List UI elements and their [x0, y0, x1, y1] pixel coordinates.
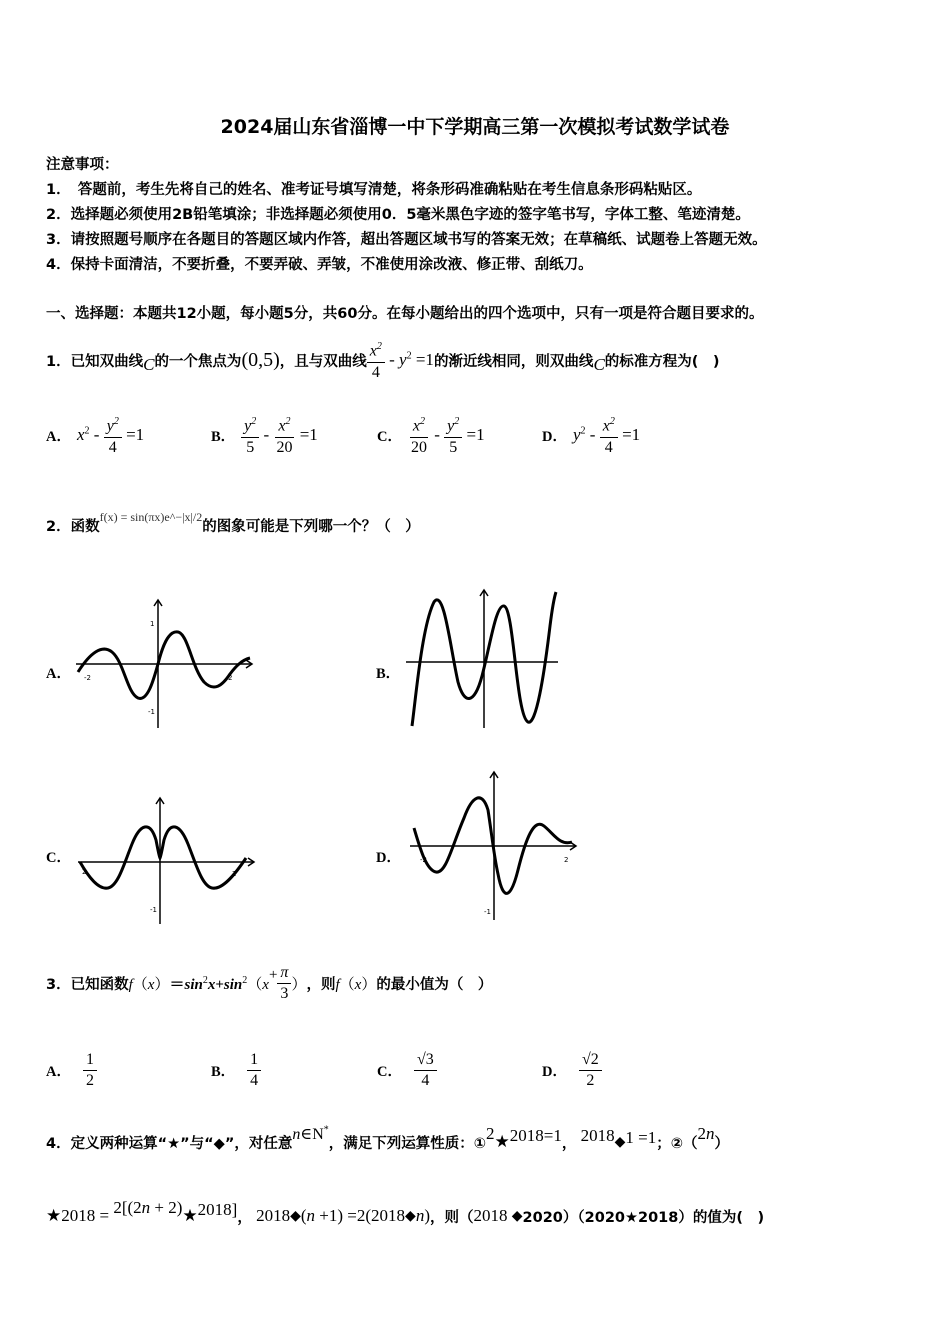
- q1-given-rest: - $y^2 =1$: [384, 350, 434, 369]
- q1-text-3: ，且与双曲线: [279, 353, 367, 370]
- q1-option-b[interactable]: B． $\frac{y^2}{5}$ - $\frac{x^2}{20}$ =1: [211, 410, 318, 460]
- svg-text:2: 2: [232, 870, 237, 878]
- q4-text-3: ；②（: [656, 1135, 698, 1152]
- q2-option-c-label[interactable]: C．: [46, 850, 71, 866]
- q3-option-b[interactable]: B． $\frac{1}{4}$: [211, 1040, 261, 1100]
- question-1: [46, 336, 720, 384]
- q4-text-2: ，满足下列运算性质：①: [328, 1135, 487, 1152]
- q1-option-c[interactable]: C． $\frac{x^2}{20}$ - $\frac{y^2}{5}$ =1: [377, 410, 485, 460]
- svg-text:2: 2: [564, 856, 569, 864]
- page-title: 2024届山东省淄博一中下学期高三第一次模拟考试数学试卷: [220, 116, 730, 138]
- q1-text-1: 1．已知双曲线: [46, 353, 144, 370]
- q3-option-c[interactable]: C． $\frac{√3}{4}$: [377, 1040, 437, 1100]
- q2-option-a-label[interactable]: A．: [46, 666, 71, 682]
- q3-text-3: 的最小值为（ ）: [376, 976, 493, 993]
- q1-text-2: 的一个焦点为: [154, 353, 242, 370]
- q1-text-5: 的标准方程为( ): [604, 353, 720, 370]
- notice-item-2: 2．选择题必须使用2B铅笔填涂；非选择题必须使用0．5毫米黑色字迹的签字笔书写，字体工整、笔迹清楚。: [46, 207, 750, 223]
- svg-text:1: 1: [150, 620, 155, 628]
- svg-text:-1: -1: [150, 906, 157, 914]
- svg-text:-1: -1: [484, 908, 491, 916]
- q3-text-2: ，则: [306, 976, 336, 993]
- q1-text-4: 的渐近线相同，则双曲线: [433, 353, 594, 370]
- svg-text:2: 2: [82, 868, 87, 876]
- q2-graph-a[interactable]: [72, 598, 258, 730]
- q3-option-a[interactable]: A． $\frac{1}{2}$: [46, 1040, 97, 1100]
- q2-formula: f(x) = sin(πx)e^−|x|/2: [99, 509, 203, 524]
- notice-item-3: 3．请按照题号顺序在各题目的答题区域内作答，超出答题区域书写的答案无效；在草稿纸、试题卷上答题无效。: [46, 232, 767, 248]
- q2-option-d-label[interactable]: D．: [376, 850, 401, 866]
- q2-text-2: 的图象可能是下列哪一个？（ ）: [202, 518, 420, 535]
- q2-graph-c[interactable]: [74, 796, 260, 926]
- svg-text:2: 2: [228, 674, 233, 682]
- svg-text:-2: -2: [420, 856, 427, 864]
- q4-text-5: 2020）（2020★2018）的值为( ): [522, 1209, 765, 1226]
- q1-focus: (0,5): [241, 348, 280, 371]
- question-2: [46, 505, 420, 545]
- notice-heading: 注意事项：: [46, 157, 119, 173]
- q1-curve-c: C: [143, 355, 155, 374]
- q4-text-1: 4．定义两种运算“★”与“◆”，对任意: [46, 1135, 293, 1152]
- q1-curve-c-2: C: [593, 355, 605, 374]
- svg-text:-1: -1: [148, 708, 155, 716]
- q1-option-a[interactable]: A． $x^2$ - $\frac{y^2}{4}$ =1: [46, 410, 144, 460]
- svg-text:-2: -2: [84, 674, 91, 682]
- q2-text-1: 2．函数: [46, 518, 100, 535]
- q1-given-fraction: $\frac{x^2}{4}$: [367, 337, 385, 382]
- q2-graph-b[interactable]: [404, 586, 564, 731]
- q2-option-b-label[interactable]: B．: [376, 666, 401, 682]
- q4-text-4: ，则（: [430, 1209, 474, 1226]
- q1-option-d[interactable]: D． $y^2$ - $\frac{x^2}{4}$ =1: [542, 410, 640, 460]
- q3-text-1: 3．已知函数: [46, 976, 129, 993]
- notice-item-4: 4．保持卡面清洁，不要折叠，不要弄破、弄皱，不准使用涂改液、修正带、刮纸刀。: [46, 257, 593, 273]
- question-3: 3．已知函数 $f(x)=\sin^2x+\sin^2(x$ + $\frac{\pi}{3}$ ） ，则 f（x） 的最小值为（ ）: [46, 963, 493, 1002]
- notice-item-1: 1． 答题前，考生先将自己的姓名、准考证号填写清楚，将条形码准确粘贴在考生信息条形码粘贴区。: [46, 182, 702, 198]
- q2-graph-d[interactable]: [408, 766, 584, 924]
- q3-option-d[interactable]: D． $\frac{√2}{2}$: [542, 1040, 602, 1100]
- question-4-line-1: 4．定义两种运算“★”与“◆”，对任意 n∈N* ，满足下列运算性质：① 2 ★ 2018=1 ， 2018 ◆ 1 =1 ；②（ 2n ）: [46, 1124, 730, 1152]
- section-heading: 一、选择题：本题共12小题，每小题5分，共60分。在每小题给出的四个选项中，只有一项是符合题目要求的。: [46, 306, 764, 322]
- question-4-line-2: ★ 2018 = 2[(2n + 2) ★ 2018] ， 2018 ◆ (n +1) =2(2018 ◆ n) ，则（ 2018 ◆ 2020）（2020★2018）的值为( ): [46, 1198, 765, 1226]
